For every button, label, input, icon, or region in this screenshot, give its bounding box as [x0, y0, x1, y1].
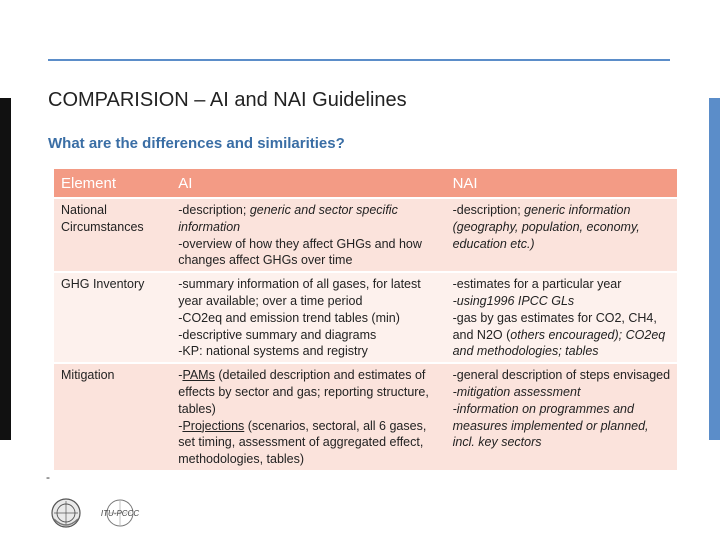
cell-ai — [171, 199, 445, 271]
cell-line: -information on programmes and measures implemented or planned, incl. key sectors — [452, 401, 649, 450]
stray-dash: - — [46, 470, 50, 484]
un-emblem-icon — [52, 499, 80, 527]
table-row-ghg-inventory — [54, 273, 677, 362]
table-row-mitigation — [54, 364, 677, 470]
cell-element: National Circumstances — [54, 199, 171, 271]
cell-line: -overview of how they affect GHGs and how changes affect GHGs over time — [178, 236, 422, 268]
left-accent-bar — [0, 98, 11, 440]
cell-line: -KP: national systems and registry — [178, 344, 368, 359]
cell-ai — [171, 273, 445, 362]
cell-element: GHG Inventory — [54, 273, 171, 362]
slide-title: COMPARISION – AI and NAI Guidelines — [48, 89, 407, 111]
itu-logo-text: ITU-PCCC — [100, 509, 140, 518]
itu-pccc-logo-icon — [101, 500, 139, 526]
cell-line: -estimates for a particular year — [452, 277, 622, 292]
header-element: Element — [54, 169, 171, 197]
cell-nai — [446, 364, 677, 470]
header-nai: NAI — [446, 169, 677, 197]
header-ai: AI — [171, 169, 445, 197]
cell-line: -CO2eq and emission trend tables (min) — [178, 310, 400, 325]
cell-line: -gas by gas estimates for CO2, CH4, and N2O (others encouraged); CO2eq and methodologies; tables — [452, 310, 666, 359]
table-header-row — [54, 169, 677, 197]
cell-line: -mitigation assessment — [452, 384, 581, 399]
footer-logos — [48, 497, 158, 529]
cell-element: Mitigation — [54, 364, 171, 470]
cell-line: -PAMs (detailed description and estimates of effects by sector and gas; reporting structure, tables) — [178, 368, 429, 416]
cell-ai — [171, 364, 445, 470]
comparison-table — [54, 167, 677, 472]
cell-nai — [446, 273, 677, 362]
cell-line: -using1996 IPCC GLs — [452, 293, 575, 308]
cell-line: -Projections (scenarios, sectoral, all 6 gases, set timing, assessment of aggregated effect, methodologies, tables) — [178, 418, 427, 467]
cell-line: -summary information of all gases, for latest year available; over a time period — [178, 277, 421, 308]
table-row-national-circumstances — [54, 199, 677, 271]
cell-line: -description; generic and sector specific information — [178, 203, 398, 234]
right-accent-bar — [709, 98, 720, 440]
cell-nai — [446, 199, 677, 271]
cell-line: -descriptive summary and diagrams — [178, 327, 377, 342]
cell-line: -description; generic information (geography, population, economy, education etc.) — [452, 203, 640, 251]
cell-line: -general description of steps envisaged — [452, 368, 671, 383]
slide-subtitle: What are the differences and similarities? — [48, 135, 345, 152]
top-divider — [48, 59, 670, 61]
